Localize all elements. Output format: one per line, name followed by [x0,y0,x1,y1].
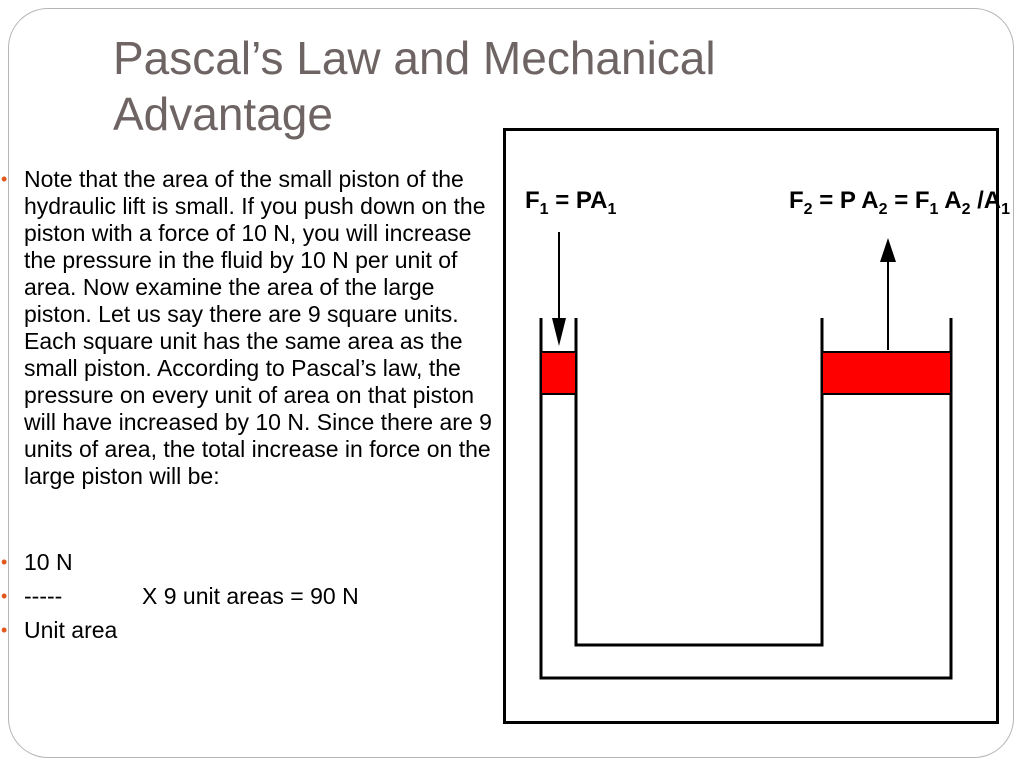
product-text: X 9 unit areas = 90 N [142,583,359,609]
bullet-item-explanation [0,166,492,490]
small-piston [541,352,576,394]
slide-body [0,166,492,644]
numerator-text: 10 N [24,549,73,575]
right-force-label: $F_2 = P$ $A_2 = F_1$ $A_2$ $/A_1$ [789,187,1011,218]
large-piston [822,352,951,394]
bullet-icon: • [1,586,8,606]
bullet-icon: • [1,620,8,640]
fraction-bar-text: ----- [24,583,63,609]
left-force-label: $F_1 = PA_1$ [525,187,617,218]
blank-line [0,490,492,539]
diagram-border [505,130,998,723]
fraction-line [24,583,492,610]
bullet-icon: • [1,552,8,572]
bullet-item-denominator [0,617,492,644]
bullet-icon: • [1,169,8,189]
denominator-text: Unit area [24,617,118,643]
explanation-text: Note that the area of the small piston of the hydraulic lift is small. If you push down on the piston with a force of 10 N, you will increase the pressure in the fluid by 10 N per unit of area. Now examine the area of the large piston. Let us say there are 9 square units. Each square unit has the same area as the small piston. According to Pascal’s law, the pressure on every unit of area on that piston will have increased by 10 N. Since there are 9 units of area, the total increase in force on the large piston will be: [24,166,492,489]
bullet-item-fraction [0,583,492,610]
hydraulic-lift-svg [503,128,1011,724]
hydraulic-lift-diagram [503,128,1011,724]
slide-title: Pascal’s Law and Mechanical Advantage [113,32,716,140]
bullet-item-numerator [0,549,492,576]
